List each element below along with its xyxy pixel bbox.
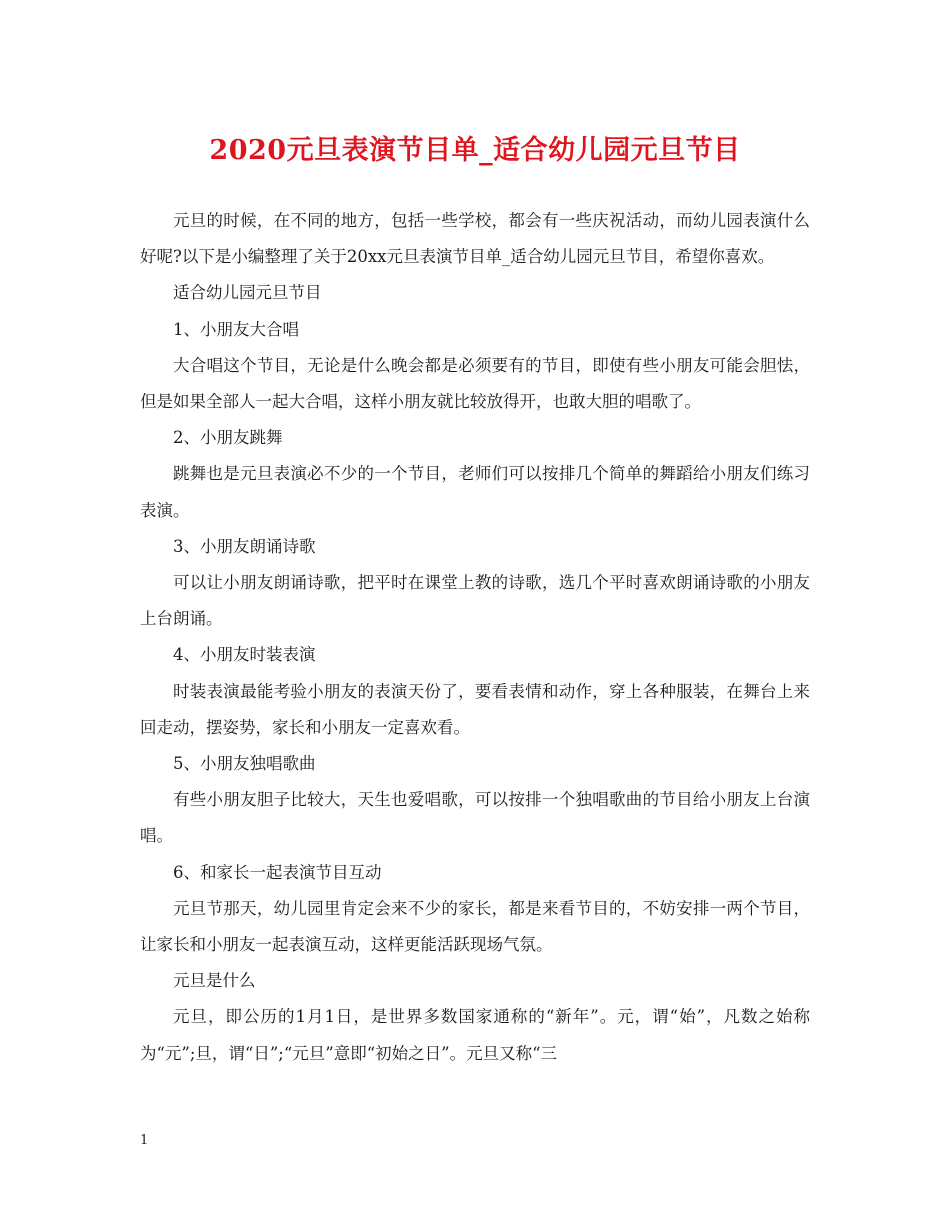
item-text-2: 跳舞也是元旦表演必不少的一个节目，老师们可以按排几个简单的舞蹈给小朋友们练习表演。 (140, 464, 810, 520)
document-title: 2020元旦表演节目单_适合幼儿园元旦节目 (209, 135, 741, 166)
item-text-3: 可以让小朋友朗诵诗歌，把平时在课堂上教的诗歌，选几个平时喜欢朗诵诗歌的小朋友上台朗诵。 (140, 573, 810, 629)
item-heading-4: 4、小朋友时装表演 (173, 645, 316, 665)
item-heading-1: 1、小朋友大合唱 (173, 319, 299, 339)
document-body (140, 203, 810, 1072)
item-text-6: 元旦节那天，幼儿园里肯定会来不少的家长，都是来看节目的，不妨安排一两个节目，让家长和小朋友一起表演互动，这样更能活跃现场气氛。 (140, 898, 810, 955)
item-text-4: 时装表演最能考验小朋友的表演天份了，要看表情和动作，穿上各种服装，在舞台上来回走动，摆姿势，家长和小朋友一定喜欢看。 (140, 681, 810, 737)
item-heading-3: 3、小朋友朗诵诗歌 (173, 536, 316, 556)
item-text-1: 大合唱这个节目，无论是什么晚会都是必须要有的节目，即使有些小朋友可能会胆怯，但是如果全部人一起大合唱，这样小朋友就比较放得开，也敢大胆的唱歌了。 (140, 355, 810, 412)
section-heading-programs: 适合幼儿园元旦节目 (173, 283, 322, 303)
item-text-5: 有些小朋友胆子比较大，天生也爱唱歌，可以按排一个独唱歌曲的节目给小朋友上台演唱。 (140, 790, 810, 846)
item-heading-2: 2、小朋友跳舞 (173, 428, 283, 448)
paragraph-intro: 元旦的时候，在不同的地方，包括一些学校，都会有一些庆祝活动，而幼儿园表演什么好呢?以下是小编整理了关于20xx元旦表演节目单_适合幼儿园元旦节目，希望你喜欢。 (140, 211, 810, 267)
item-heading-5: 5、小朋友独唱歌曲 (173, 754, 316, 774)
item-heading-6: 6、和家长一起表演节目互动 (173, 862, 382, 882)
page-number: 1 (140, 1133, 149, 1148)
section-heading-what-is-new-year: 元旦是什么 (173, 971, 256, 991)
paragraph-new-year-definition: 元旦，即公历的1月1日，是世界多数国家通称的“新年”。元，谓“始”，凡数之始称为“元”;旦，谓“日”;“元旦”意即“初始之日”。元旦又称“三 (140, 1007, 810, 1063)
